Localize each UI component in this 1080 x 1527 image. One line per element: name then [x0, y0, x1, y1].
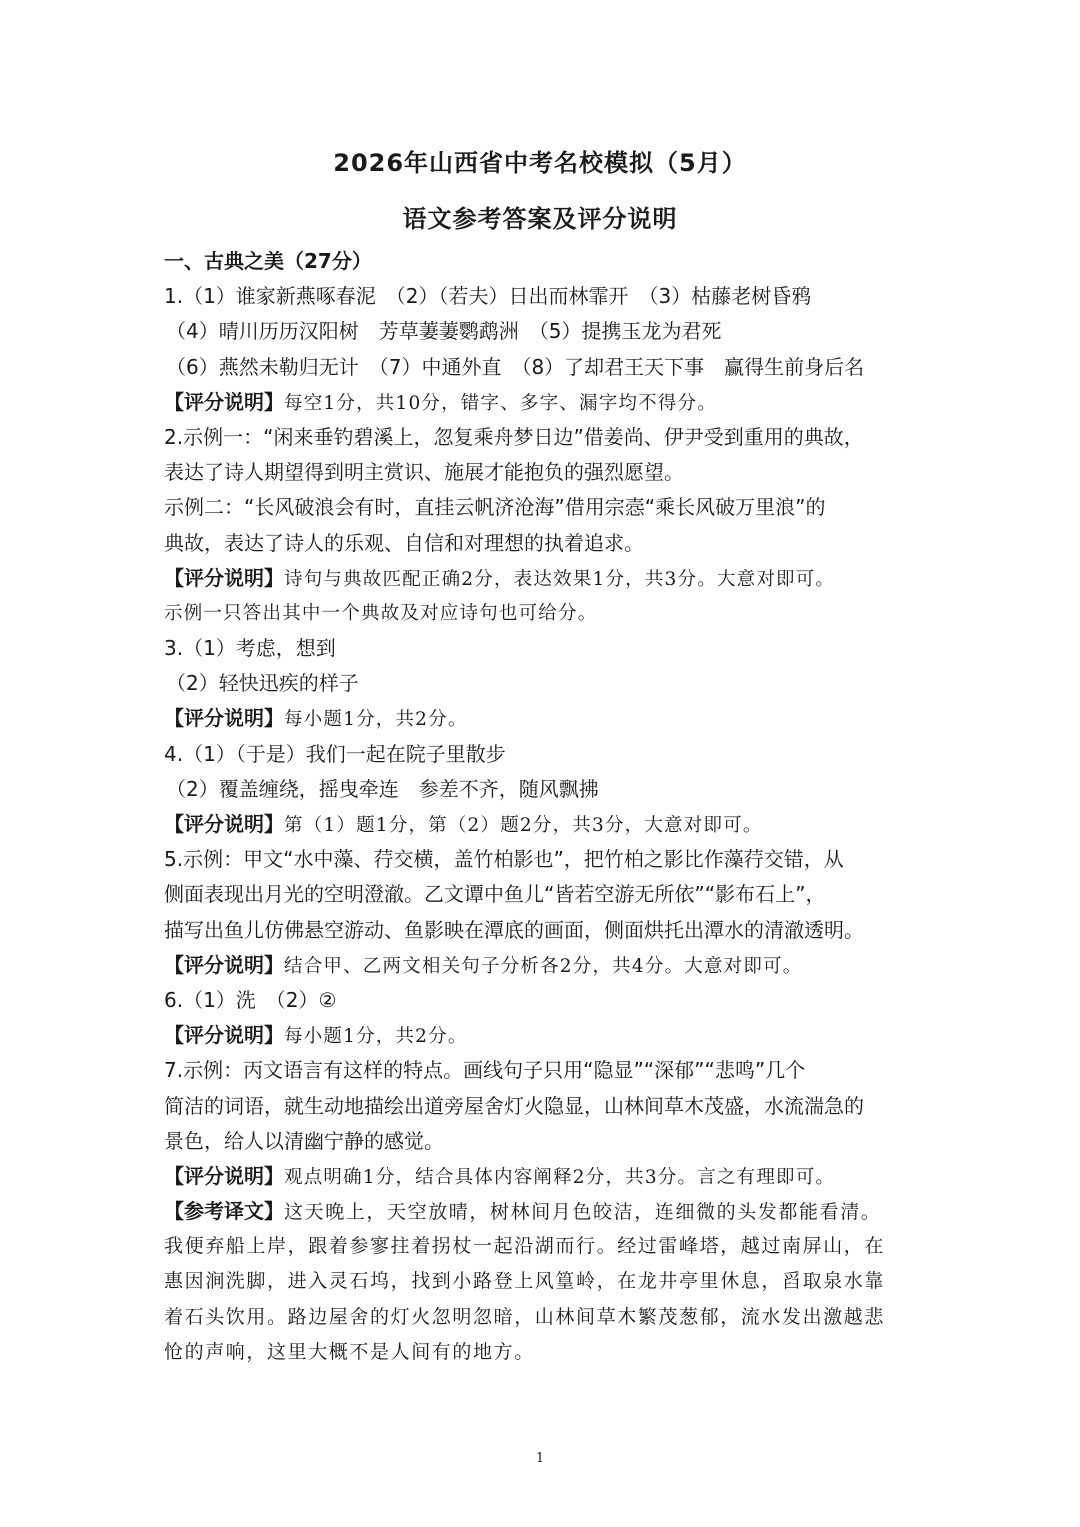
- scoring-note-text: 第（1）题1分，第（2）题2分，共3分，大意对即可。: [284, 815, 763, 836]
- answer-line: （2）覆盖缠绕，摇曳牵连 参差不齐，随风飘拂: [166, 776, 599, 801]
- answer-line: 典故，表达了诗人的乐观、自信和对理想的执着追求。: [164, 530, 644, 555]
- scoring-note-tag: 【评分说明】: [164, 389, 284, 414]
- scoring-note-line: [164, 1018, 920, 1053]
- scoring-note-line: [164, 948, 920, 983]
- answer-line: （6）燕然未勒归无计 （7）中通外直 （8）了却君王天下事 赢得生前身后名: [166, 354, 865, 379]
- document-subtitle: 语文参考答案及评分说明: [402, 205, 678, 233]
- scoring-note-text: 每小题1分，共2分。: [284, 1026, 468, 1048]
- translation-text: 着石头饮用。路边屋舍的灯火忽明忽暗，山林间草木繁茂葱郁，流水发出激越悲: [164, 1305, 886, 1328]
- answer-line: 3.（1）考虑，想到: [164, 636, 336, 661]
- answer-line: 描写出鱼儿仿佛悬空游动、鱼影映在潭底的画面，侧面烘托出潭水的清澈透明。: [164, 917, 864, 942]
- answer-line: 2.示例一：“闲来垂钓碧溪上，忽复乘舟梦日边”借姜尚、伊尹受到重用的典故，: [164, 424, 864, 449]
- scoring-note-tag: 【评分说明】: [164, 952, 284, 977]
- answer-line: 示例二：“长风破浪会有时，直挂云帆济沧海”借用宗悫“乘长风破万里浪”的: [164, 495, 826, 520]
- translation-line: [164, 1300, 920, 1335]
- scoring-note-tag: 【评分说明】: [164, 706, 284, 731]
- scoring-note-text: 结合甲、乙两文相关句子分析各2分，共4分。大意对即可。: [284, 955, 803, 977]
- translation-text: 我便弃船上岸，跟着参寥拄着拐杖一起沿湖而行。经过雷峰塔，越过南屏山，在: [164, 1235, 886, 1258]
- translation-line: [164, 1229, 920, 1264]
- answer-line: 6.（1）洗 （2）②: [164, 987, 337, 1012]
- scoring-note-line: [164, 561, 920, 596]
- scoring-note-line: [164, 1159, 920, 1194]
- translation-text: 这天晚上，天空放晴，树林间月色皎洁，连细微的头发都能看清。: [284, 1201, 882, 1224]
- answer-line: 4.（1）（于是）我们一起在院子里散步: [164, 741, 506, 766]
- scoring-note-text: 观点明确1分，结合具体内容阐释2分，共3分。言之有理即可。: [284, 1166, 836, 1188]
- scoring-note-tag: 【评分说明】: [164, 1163, 284, 1188]
- scoring-note-line: [164, 807, 920, 842]
- answer-line: 1.（1）谁家新燕啄春泥 （2）（若夫）日出而林霏开 （3）枯藤老树昏鸦: [164, 284, 812, 309]
- answer-line: 表达了诗人期望得到明主赏识、施展才能抱负的强烈愿望。: [164, 460, 684, 485]
- answer-content: [164, 244, 920, 1370]
- scoring-note-tag: 【评分说明】: [164, 1023, 284, 1048]
- answer-line: （2）轻快迅疾的样子: [166, 671, 359, 696]
- scoring-note-text: 示例一只答出其中一个典故及对应诗句也可给分。: [164, 602, 598, 624]
- scoring-note-text: 每小题1分，共2分。: [284, 709, 468, 731]
- translation-line: [164, 1264, 920, 1299]
- scoring-note-line: [164, 701, 920, 736]
- answer-line: （4）晴川历历汉阳树 芳草萋萋鹦鹉洲 （5）提携玉龙为君死: [166, 319, 722, 344]
- translation-line: [164, 1335, 920, 1370]
- scoring-note-text: 每空1分，共10分，错字、多字、漏字均不得分。: [284, 392, 717, 414]
- translation-text: 惠因涧洗脚，进入灵石坞，找到小路登上风篁岭，在龙井亭里休息，舀取泉水靠: [164, 1270, 886, 1293]
- answer-line: 侧面表现出月光的空明澄澈。乙文谭中鱼儿“皆若空游无所依”“影布石上”，: [164, 882, 826, 907]
- scoring-note-line: [164, 596, 920, 631]
- scoring-note-tag: 【评分说明】: [164, 812, 284, 836]
- translation-tag: 【参考译文】: [164, 1199, 284, 1224]
- answer-line: 5.示例：甲文“水中藻、荇交横，盖竹柏影也”，把竹柏之影比作藻荇交错，从: [164, 847, 844, 872]
- scoring-note-tag: 【评分说明】: [164, 565, 284, 590]
- page-number: 1: [535, 1451, 545, 1466]
- scoring-note-text: 诗句与典故匹配正确2分，表达效果1分，共3分。大意对即可。: [284, 568, 836, 590]
- answer-line: 7.示例：丙文语言有这样的特点。画线句子只用“隐显”“深郁”“悲鸣”几个: [164, 1058, 806, 1083]
- translation-text: 怆的声响，这里大概不是人间有的地方。: [164, 1340, 535, 1363]
- section-heading: 一、古典之美（27分）: [164, 249, 372, 273]
- answer-line: 简洁的词语，就生动地描绘出道旁屋舍灯火隐显，山林间草木茂盛，水流湍急的: [164, 1093, 864, 1118]
- document-title: 2026年山西省中考名校模拟（5月）: [333, 149, 747, 177]
- translation-line: [164, 1194, 920, 1229]
- scoring-note-line: [164, 385, 920, 420]
- answer-line: 景色，给人以清幽宁静的感觉。: [164, 1128, 444, 1153]
